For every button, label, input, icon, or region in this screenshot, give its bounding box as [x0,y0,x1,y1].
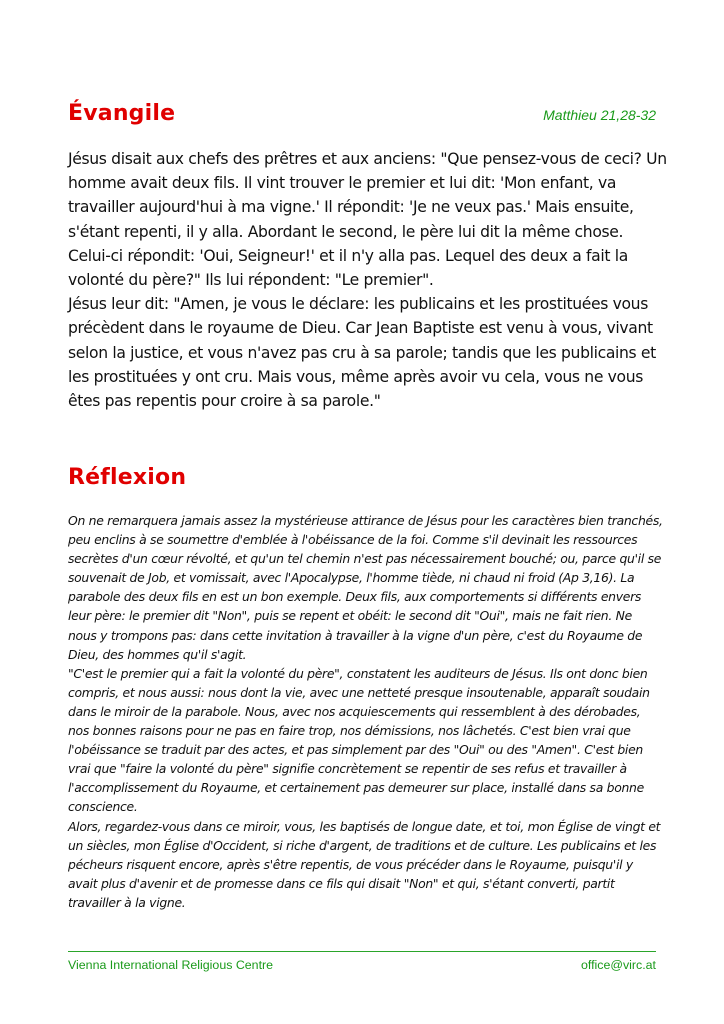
reflexion-paragraph: On ne remarquera jamais assez la mystérieuse attirance de Jésus pour les caractères bien tranchés, peu enclins à se soumettre d'emblée à l'obéissance de la foi. Comme s'il devinait les ressources secrètes d'un cœur révolté, et qu'un tel chemin n'est pas nécessairement bouché; ou, parce qu'il se souvenait de Job, et vomissait, avec l'Apocalypse, l'homme tiède, ni chaud ni froid (Ap 3,16). La parabole des deux fils en est un bon exemple. Deux fils, aux comportements si différents envers leur père: le premier dit "Non", puis se repent et obéit: le second dit "Oui", mais ne fait rien. Ne nous y trompons pas: dans cette invitation à travailler à la vigne d'un père, c'est du Royaume de Dieu, des hommes qu'il s'agit. [68,513,663,662]
reflexion-paragraph: "C'est le premier qui a fait la volonté du père", constatent les auditeurs de Jésus. Ils ont donc bien compris, et nous aussi: nous dont la vie, avec une netteté presque insoutenable, apparaît soudain dans le miroir de la parabole. Nous, avec nos acquiescements qui ressemblent à des dérobades, nos bonnes raisons pour ne pas en faire trop, nos démissions, nos lâchetés. C'est bien vrai que l'obéissance se traduit par des actes, et pas simplement par des "Oui" ou des "Amen". C'est bien vrai que "faire la volonté du père" signifie concrètement se repentir de ses refus et travailler à l'accomplissement du Royaume, et certainement pas demeurer sur place, installé dans sa bonne conscience. [68,665,650,815]
gospel-paragraph: Jésus leur dit: "Amen, je vous le déclare: les publicains et les prostituées vous précèdent dans le royaume de Dieu. Car Jean Baptiste est venu à vous, vivant selon la justice, et vous n'avez pas cru à sa parole; tandis que les publicains et les prostituées y ont cru. Mais vous, même après avoir vu cela, vous ne vous êtes pas repentis pour croire à sa parole." [68,295,656,411]
footer-email: office@virc.at [580,958,656,972]
gospel-reference: Matthieu 21,28-32 [543,107,656,123]
reflexion-text [68,511,664,912]
reflexion-heading: Réflexion [68,465,187,490]
gospel-paragraph: Jésus disait aux chefs des prêtres et aux anciens: "Que pensez-vous de ceci? Un homme avait deux fils. Il vint trouver le premier et lui dit: 'Mon enfant, va travailler aujourd'hui à ma vigne.' Il répondit: 'Je ne veux pas.' Mais ensuite, s'étant repenti, il y alla. Abordant le second, le père lui dit la même chose. Celui-ci répondit: 'Oui, Seigneur!' et il n'y alla pas. Lequel des deux a fait la volonté du père?" Ils lui répondent: "Le premier". [68,150,667,290]
reflexion-paragraph: Alors, regardez-vous dans ce miroir, vous, les baptisés de longue date, et toi, mon Église de vingt et un siècles, mon Église d'Occident, si riche d'argent, de traditions et de culture. Les publicains et les pécheurs risquent encore, après s'être repentis, de vous précéder dans le Royaume, puisqu'il y avait plus d'avenir et de promesse dans ce fils qui disait "Non" et qui, s'étant converti, partit travailler à la vigne. [68,818,661,910]
footer-organization: Vienna International Religious Centre [68,958,274,972]
gospel-heading: Évangile [68,101,176,126]
footer-divider [68,951,656,952]
gospel-text [68,147,668,413]
